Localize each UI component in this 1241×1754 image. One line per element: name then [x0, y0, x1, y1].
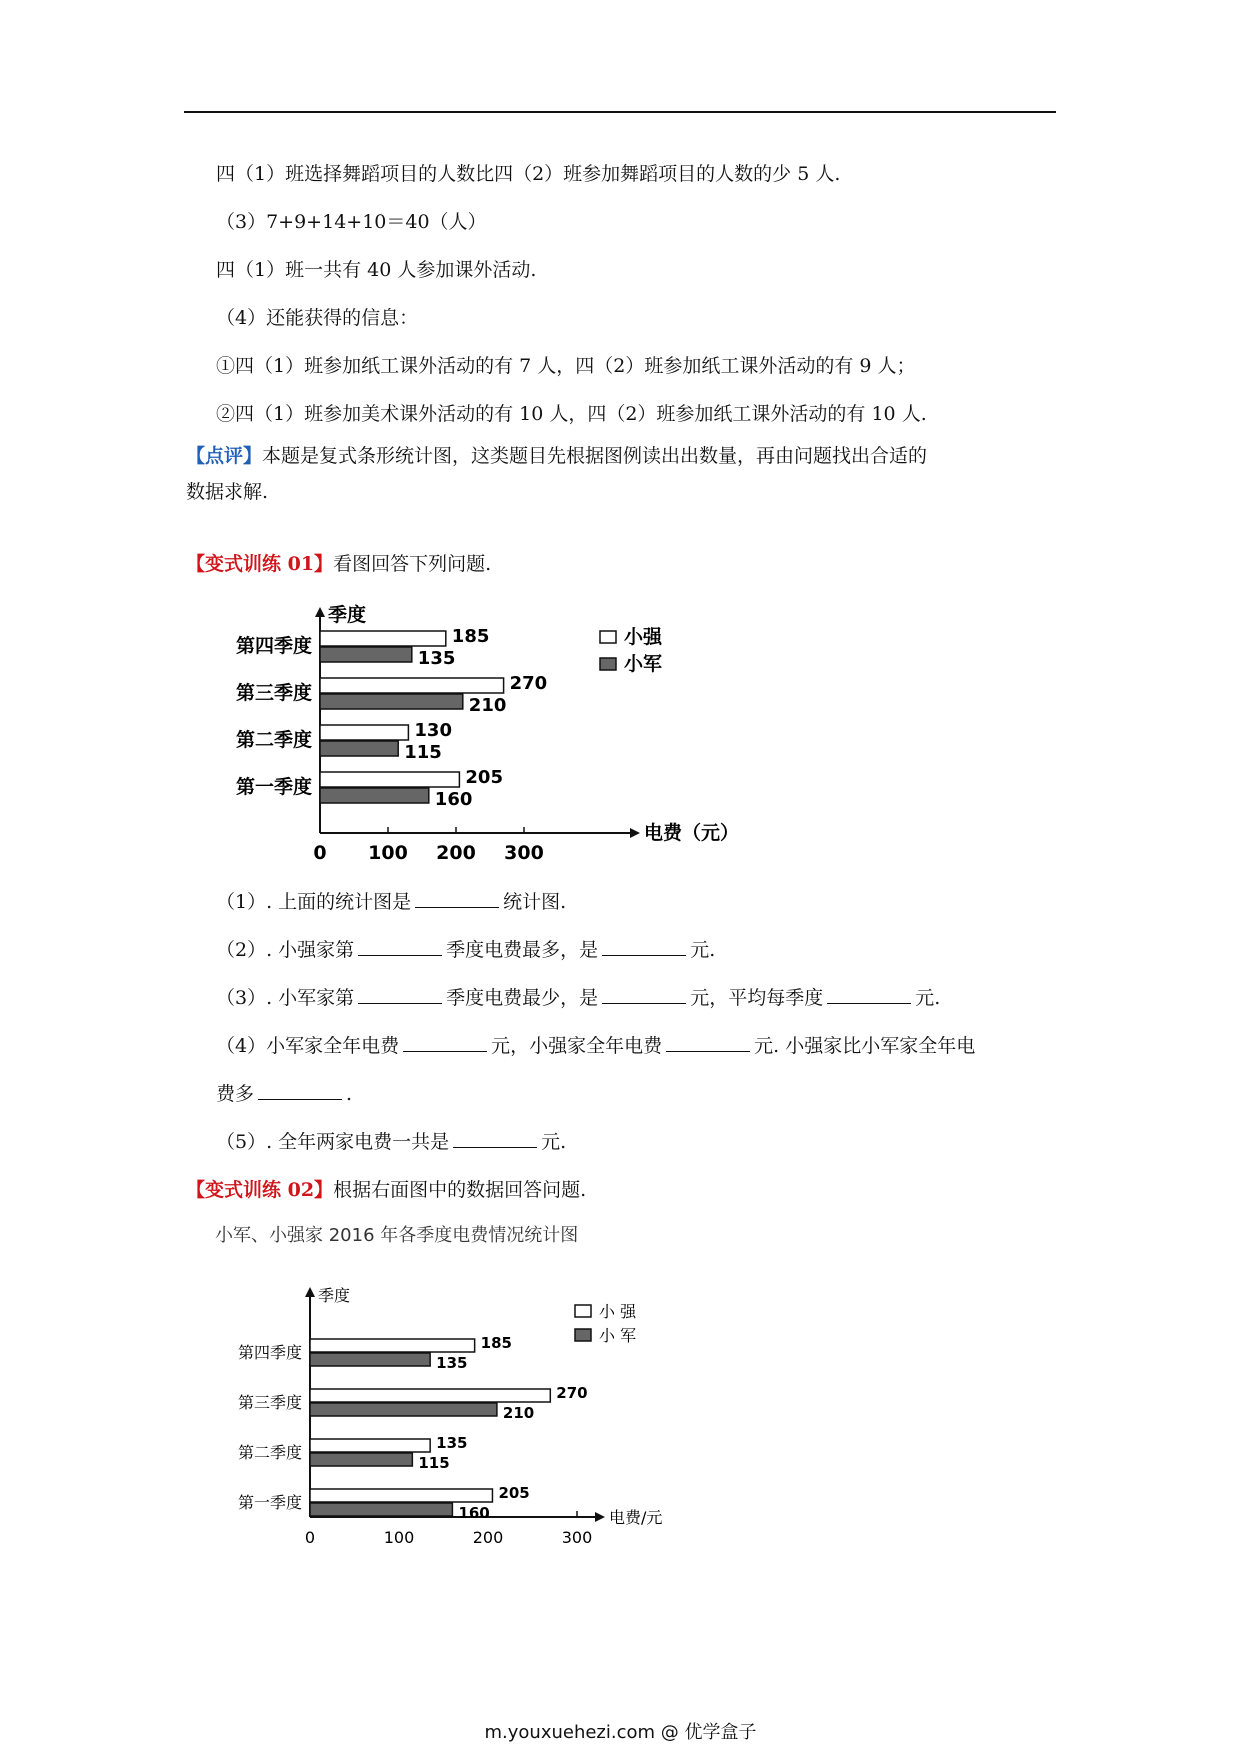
q3-text-b: 季度电费最少，是 [446, 987, 599, 1009]
question-4 [216, 1032, 975, 1060]
q3-text-a: （3）. 小军家第 [216, 987, 355, 1009]
legend-label: 小军 [624, 653, 663, 675]
q4-text-a: （4）小军家全年电费 [216, 1035, 400, 1057]
x-tick-label: 300 [504, 842, 544, 864]
q1-blank[interactable] [415, 889, 499, 908]
x-tick-label: 0 [304, 1528, 316, 1547]
comment-line [186, 442, 927, 470]
chart-1 [210, 595, 770, 870]
data-label: 210 [502, 1404, 535, 1422]
category-label: 第四季度 [237, 1343, 302, 1362]
y-axis-arrow [305, 1287, 315, 1297]
bar-xiaojun [310, 1353, 430, 1366]
chart-title: 小军、小强家 2016 年各季度电费情况统计图 [215, 1225, 579, 1246]
data-label: 205 [498, 1484, 530, 1502]
x-tick-label: 200 [472, 1528, 504, 1547]
x-tick-label: 200 [436, 842, 476, 864]
category-label: 第一季度 [237, 1493, 302, 1512]
bar-xiaojun [310, 1403, 497, 1416]
x-tick-label: 0 [313, 842, 327, 864]
data-label: 135 [417, 648, 456, 669]
category-label: 第一季度 [235, 776, 312, 798]
legend-swatch [575, 1305, 591, 1317]
q5-text-b: 元. [541, 1131, 567, 1153]
exercise1-tag: 【变式训练 01】 [186, 553, 334, 575]
bar-xiaojun [320, 647, 412, 662]
solution-line-4: （4）还能获得的信息： [216, 307, 419, 329]
header-rule [184, 111, 1056, 113]
x-axis-label: 电费（元） [644, 822, 740, 844]
legend-label: 小 军 [599, 1326, 637, 1345]
bar-xiaoqiang [320, 678, 504, 693]
q2-text-b: 季度电费最多，是 [446, 939, 599, 961]
q4-blank-2[interactable] [666, 1033, 750, 1052]
legend-label: 小 强 [599, 1302, 637, 1321]
bar-xiaoqiang [310, 1389, 550, 1402]
data-label: 130 [414, 720, 452, 741]
question-2 [216, 936, 715, 964]
comment-text: 本题是复式条形统计图，这类题目先根据图例读出出数量，再由问题找出合适的 [262, 445, 928, 467]
legend-swatch [600, 631, 616, 643]
x-tick-label: 300 [561, 1528, 593, 1547]
question-5 [216, 1128, 566, 1156]
y-axis-label: 季度 [318, 1286, 351, 1305]
question-1 [216, 888, 566, 916]
solution-line-5: ①四（1）班参加纸工课外活动的有 7 人，四（2）班参加纸工课外活动的有 9 人； [216, 355, 916, 377]
data-label: 185 [480, 1334, 512, 1352]
bar-xiaojun [320, 788, 429, 803]
q2-blank-2[interactable] [602, 937, 686, 956]
bar-xiaojun [320, 694, 463, 709]
solution-line-6: ②四（1）班参加美术课外活动的有 10 人，四（2）班参加纸工课外活动的有 10 人. [216, 403, 927, 425]
x-axis-arrow [595, 1512, 605, 1522]
question-3 [216, 984, 940, 1012]
y-axis-label: 季度 [328, 604, 367, 626]
legend-swatch [600, 658, 616, 670]
q4-text-d: 费多 [216, 1083, 255, 1105]
data-label: 185 [451, 626, 490, 647]
footer-text: m.youxuehezi.com @ 优学盒子 [484, 1722, 757, 1743]
q3-blank-2[interactable] [602, 985, 686, 1004]
bar-xiaojun [310, 1453, 412, 1466]
x-axis-label: 电费/元 [609, 1508, 663, 1527]
bar-xiaojun [310, 1503, 452, 1516]
q3-text-c: 元，平均每季度 [690, 987, 824, 1009]
q5-text-a: （5）. 全年两家电费一共是 [216, 1131, 450, 1153]
q1-text-a: （1）. 上面的统计图是 [216, 891, 412, 913]
x-tick-label: 100 [383, 1528, 415, 1547]
bar-xiaoqiang [320, 631, 446, 646]
data-label: 270 [556, 1384, 588, 1402]
data-label: 160 [434, 789, 473, 810]
data-label: 210 [468, 695, 507, 716]
q4-text-b: 元，小强家全年电费 [491, 1035, 663, 1057]
data-label: 205 [465, 767, 503, 788]
q4-text-c: 元. 小强家比小军家全年电 [754, 1035, 976, 1057]
data-label: 135 [436, 1354, 468, 1372]
data-label: 270 [509, 673, 548, 694]
legend-label: 小强 [624, 626, 663, 648]
q3-blank-1[interactable] [358, 985, 442, 1004]
y-axis-arrow [315, 607, 325, 617]
exercise1-heading [186, 550, 491, 578]
category-label: 第四季度 [235, 635, 312, 657]
data-label: 135 [436, 1434, 468, 1452]
comment-line-2: 数据求解. [186, 481, 269, 503]
q4-blank-3[interactable] [258, 1081, 342, 1100]
q2-blank-1[interactable] [358, 937, 442, 956]
q5-blank[interactable] [453, 1129, 537, 1148]
solution-line-2: （3）7+9+14+10＝40（人） [216, 211, 487, 233]
bar-xiaoqiang [310, 1439, 430, 1452]
question-4-cont [216, 1080, 352, 1108]
q4-text-e: . [346, 1083, 353, 1105]
x-axis-arrow [630, 828, 640, 838]
exercise1-prompt: 看图回答下列问题. [333, 553, 492, 575]
solution-line-3: 四（1）班一共有 40 人参加课外活动. [216, 259, 537, 281]
bar-xiaoqiang [320, 725, 408, 740]
exercise2-prompt: 根据右面图中的数据回答问题. [333, 1179, 587, 1201]
q3-text-d: 元. [915, 987, 941, 1009]
data-label: 160 [458, 1504, 490, 1522]
legend-swatch [575, 1329, 591, 1341]
q1-text-b: 统计图. [503, 891, 567, 913]
q4-blank-1[interactable] [403, 1033, 487, 1052]
category-label: 第三季度 [237, 1393, 302, 1412]
bar-xiaoqiang [320, 772, 459, 787]
comment-tag: 【点评】 [186, 445, 263, 467]
exercise2-heading [186, 1176, 586, 1204]
bar-xiaoqiang [310, 1339, 475, 1352]
q2-text-a: （2）. 小强家第 [216, 939, 355, 961]
exercise2-tag: 【变式训练 02】 [186, 1179, 334, 1201]
x-tick-label: 100 [368, 842, 408, 864]
category-label: 第二季度 [237, 1443, 302, 1462]
q2-text-c: 元. [690, 939, 716, 961]
data-label: 115 [418, 1454, 450, 1472]
chart-2 [215, 1225, 685, 1570]
solution-line-1: 四（1）班选择舞蹈项目的人数比四（2）班参加舞蹈项目的人数的少 5 人. [216, 163, 841, 185]
data-label: 115 [404, 742, 442, 763]
bar-xiaoqiang [310, 1489, 492, 1502]
category-label: 第二季度 [235, 729, 312, 751]
bar-xiaojun [320, 741, 398, 756]
category-label: 第三季度 [235, 682, 312, 704]
q3-blank-3[interactable] [827, 985, 911, 1004]
